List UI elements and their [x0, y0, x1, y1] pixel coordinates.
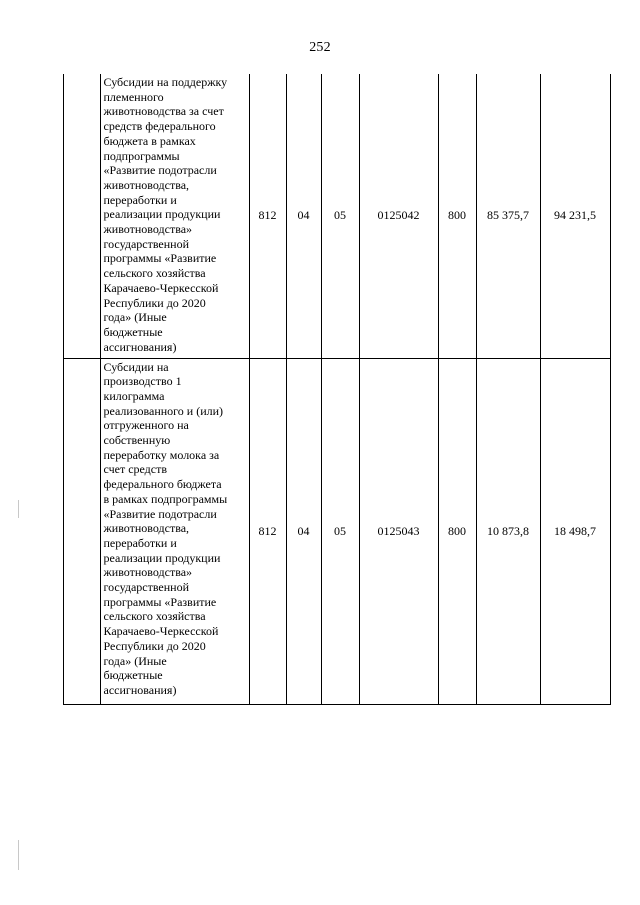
table-row — [63, 74, 610, 358]
target-article-cell: 0125043 — [359, 358, 438, 704]
amount-1-cell: 85 375,7 — [476, 74, 540, 358]
expense-type-cell: 800 — [438, 358, 476, 704]
blank-cell — [63, 358, 100, 704]
ministry-code-cell: 812 — [249, 358, 286, 704]
budget-table — [63, 74, 611, 705]
amount-2-cell: 94 231,5 — [540, 74, 610, 358]
description-text: Субсидии на производство 1 килограмма реализованного и (или) отгруженного на собственную переработку молока за счет средств федерального бюджета в рамках подпрограммы «Развитие подотрасли животноводства, переработки и реализации продукции животноводства» государственной программы «Развитие сельского хозяйства Карачаево-Черкесской Республики до 2020 года» (Иные бюджетные ассигнования) — [103, 359, 228, 697]
expense-type-cell: 800 — [438, 74, 476, 358]
scan-artifact — [18, 500, 19, 518]
description-text: Субсидии на поддержку племенного животноводства за счет средств федерального бюджета в рамках подпрограммы «Развитие подотрасли животноводства, переработки и реализации продукции животноводства» государственной программы «Развитие сельского хозяйства Карачаево-Черкесской Республики до 2020 года» (Иные бюджетные ассигнования) — [103, 75, 228, 354]
ministry-code-cell: 812 — [249, 74, 286, 358]
amount-1-cell: 10 873,8 — [476, 358, 540, 704]
left-table-rule — [63, 74, 64, 704]
page-number: 252 — [309, 40, 331, 55]
target-article-cell: 0125042 — [359, 74, 438, 358]
description-cell — [100, 74, 249, 358]
subsection-code-cell: 05 — [321, 358, 359, 704]
table-row — [63, 358, 610, 704]
amount-2-cell: 18 498,7 — [540, 358, 610, 704]
subsection-code-cell: 05 — [321, 74, 359, 358]
blank-cell — [63, 74, 100, 358]
section-code-cell: 04 — [286, 358, 321, 704]
scan-artifact — [18, 840, 19, 870]
section-code-cell: 04 — [286, 74, 321, 358]
description-cell — [100, 358, 249, 704]
